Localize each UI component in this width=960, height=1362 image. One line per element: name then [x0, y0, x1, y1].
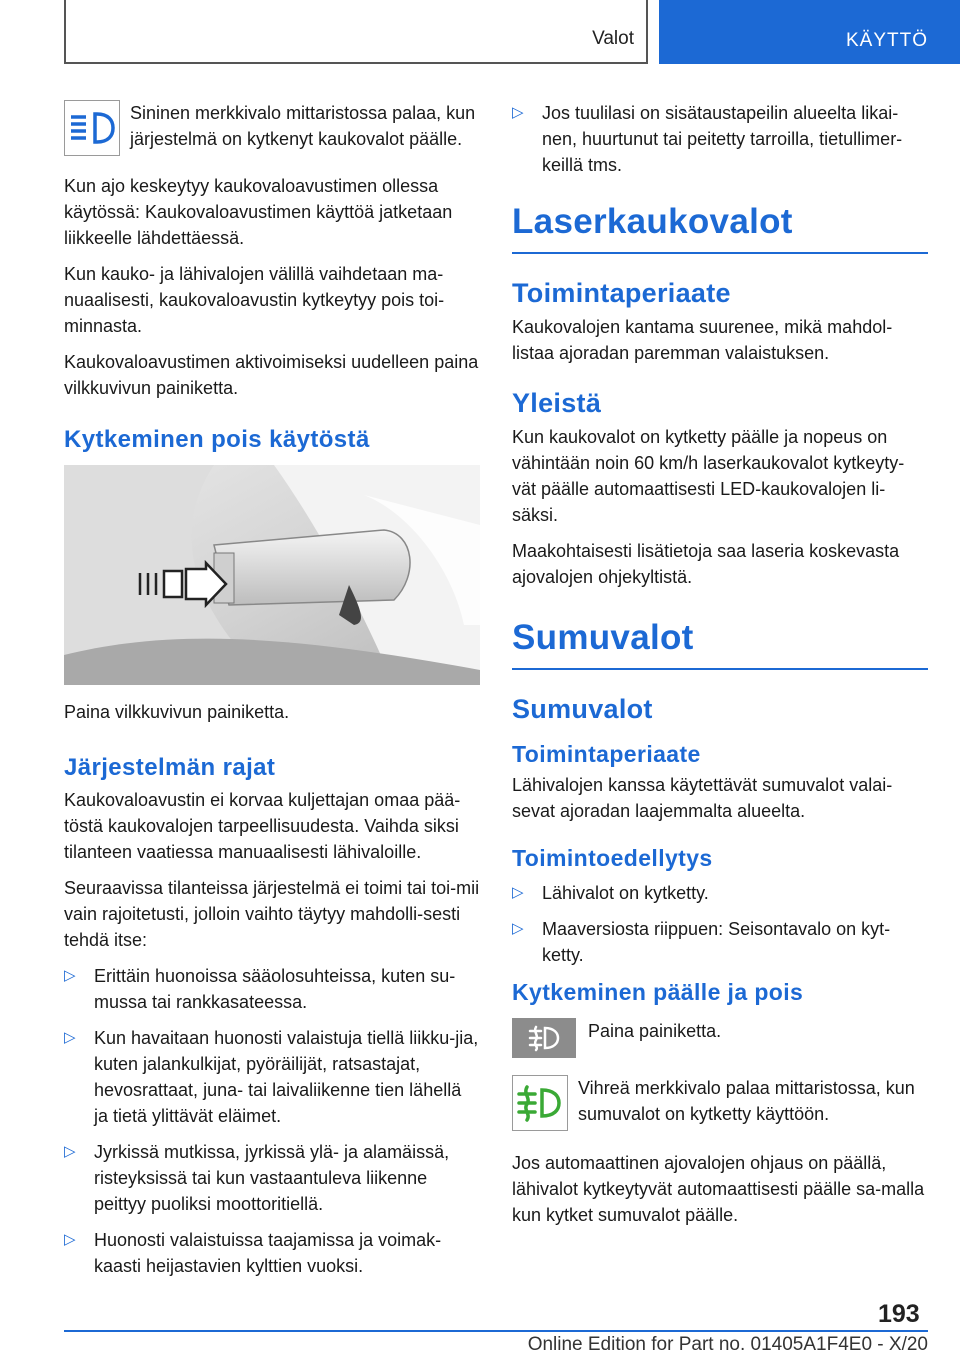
heading-fog-lights-sub: Sumuvalot: [512, 694, 653, 724]
footer-edition: Online Edition for Part no. 01405A1F4E0 - X/20: [527, 1334, 928, 1355]
high-beam-indicator-icon: [64, 100, 120, 161]
header-chapter-title: KÄYTTÖ: [845, 30, 928, 51]
page-number: 193: [878, 1300, 920, 1328]
paragraph: Kaukovaloavustin ei korvaa kuljettajan omaa pää-töstä kaukovalojen tarpeellisuudesta. Vaihda siksi tilanteen vaatiessa manuaalisesti lähivaloille.: [64, 790, 461, 862]
lever-button-photo: [64, 465, 480, 685]
triangle-bullet-icon: ▷: [64, 1143, 76, 1160]
heading-fog-lights: Sumuvalot: [512, 616, 928, 670]
heading-switch-off: Kytkeminen pois käytöstä: [64, 426, 370, 453]
heading-fog-principle: Toimintaperiaate: [512, 741, 701, 767]
requirements-list: [512, 880, 928, 968]
header-section-box: [64, 0, 648, 64]
heading-principle: Toimintaperiaate: [512, 278, 731, 308]
right-column: [512, 100, 928, 1238]
heading-fog-switch: Kytkeminen päälle ja pois: [512, 979, 804, 1005]
header-section-title: Valot: [592, 28, 634, 49]
fog-light-button-icon: [512, 1018, 576, 1063]
fog-light-indicator-icon: [512, 1075, 568, 1136]
list-item: ▷ Jos tuulilasi on sisätaustapeilin alueelta likai-nen, huurtunut tai peitetty tarroilla, tietullimer-keillä tms.: [512, 100, 928, 178]
photo-caption: Paina vilkkuvivun painiketta.: [64, 702, 290, 722]
list-item: ▷ Erittäin huonoissa sääolosuhteissa, kuten su-mussa tai rankkasateessa.: [64, 963, 480, 1015]
heading-system-limits: Järjestelmän rajat: [64, 754, 276, 781]
paragraph: Kun ajo keskeytyy kaukovaloavustimen ollessa käytössä: Kaukovaloavustimen käyttöä jatketaan liikkeelle lähdettäessä.: [64, 176, 453, 248]
triangle-bullet-icon: ▷: [64, 1231, 76, 1248]
list-item: ▷ Maaversiosta riippuen: Seisontavalo on kyt-ketty.: [512, 916, 928, 968]
paragraph: Lähivalojen kanssa käytettävät sumuvalot valai-sevat ajoradan laajemmalta alueelta.: [512, 775, 893, 821]
triangle-bullet-icon: ▷: [64, 1029, 76, 1046]
paragraph: Kun kaukovalot on kytketty päälle ja nopeus on vähintään noin 60 km/h laserkaukovalot kytkeyty-vät päälle automaattisesti LED-kaukovalojen li-säksi.: [512, 427, 905, 525]
paragraph: Maakohtaisesti lisätietoja saa laseria koskevasta ajovalojen ohjekyltistä.: [512, 541, 900, 587]
list-item: ▷ Lähivalot on kytketty.: [512, 880, 928, 906]
heading-general: Yleistä: [512, 388, 602, 418]
heading-fog-requirements: Toimintoedellytys: [512, 845, 713, 871]
paragraph: Seuraavissa tilanteissa järjestelmä ei toimi tai toi-mii vain rajoitetusti, jolloin vaihto täytyy mahdolli-sesti tehdä itse:: [64, 878, 480, 950]
list-item: ▷ Kun havaitaan huonosti valaistuja tiellä liikku-jia, kuten jalankulkijat, pyöräilijät, ratsastajat, hevosrattaat, juna- tai laivaliikenne tien lähellä ja tietä ylittävät eläimet.: [64, 1025, 480, 1129]
green-indicator-text: Vihreä merkkivalo palaa mittaristossa, kun sumuvalot on kytketty käyttöön.: [578, 1078, 915, 1124]
fog-indicator-row: [512, 1075, 928, 1136]
triangle-bullet-icon: ▷: [512, 104, 524, 121]
triangle-bullet-icon: ▷: [512, 884, 524, 901]
triangle-bullet-icon: ▷: [64, 967, 76, 984]
press-button-text: Paina painiketta.: [588, 1021, 722, 1041]
heading-laser-high-beams: Laserkaukovalot: [512, 200, 928, 254]
paragraph: Kaukovaloavustimen aktivoimiseksi uudelleen paina vilkkuvivun painiketta.: [64, 352, 479, 398]
triangle-bullet-icon: ▷: [512, 920, 524, 937]
windshield-list: [512, 100, 928, 178]
limits-list: [64, 963, 480, 1279]
paragraph: Jos automaattinen ajovalojen ohjaus on päällä, lähivalot kytkeytyvät automaattisesti päälle sa-malla kun kytket sumuvalot päälle.: [512, 1153, 925, 1225]
footer-divider: [64, 1330, 928, 1332]
high-beam-note: [64, 100, 480, 161]
paragraph: Kaukovalojen kantama suurenee, mikä mahdol-listaa ajoradan paremman valaistuksen.: [512, 317, 893, 363]
paragraph: Kun kauko- ja lähivalojen välillä vaihdetaan ma-nuaalisesti, kaukovaloavustin kytkeytyy pois toi-minnasta.: [64, 264, 445, 336]
fog-button-row: [512, 1018, 928, 1063]
high-beam-note-text: Sininen merkkivalo mittaristossa palaa, kun järjestelmä on kytkenyt kaukovalot päälle.: [130, 103, 476, 149]
list-item: ▷ Huonosti valaistuissa taajamissa ja voimak-kaasti heijastavien kylttien vuoksi.: [64, 1227, 480, 1279]
left-column: [64, 100, 480, 1289]
list-item: ▷ Jyrkissä mutkissa, jyrkissä ylä- ja alamäissä, risteyksissä tai kun vastaantuleva liikenne peittyy puoliksi moottoritiellä.: [64, 1139, 480, 1217]
header-chapter-tab: [659, 0, 960, 64]
